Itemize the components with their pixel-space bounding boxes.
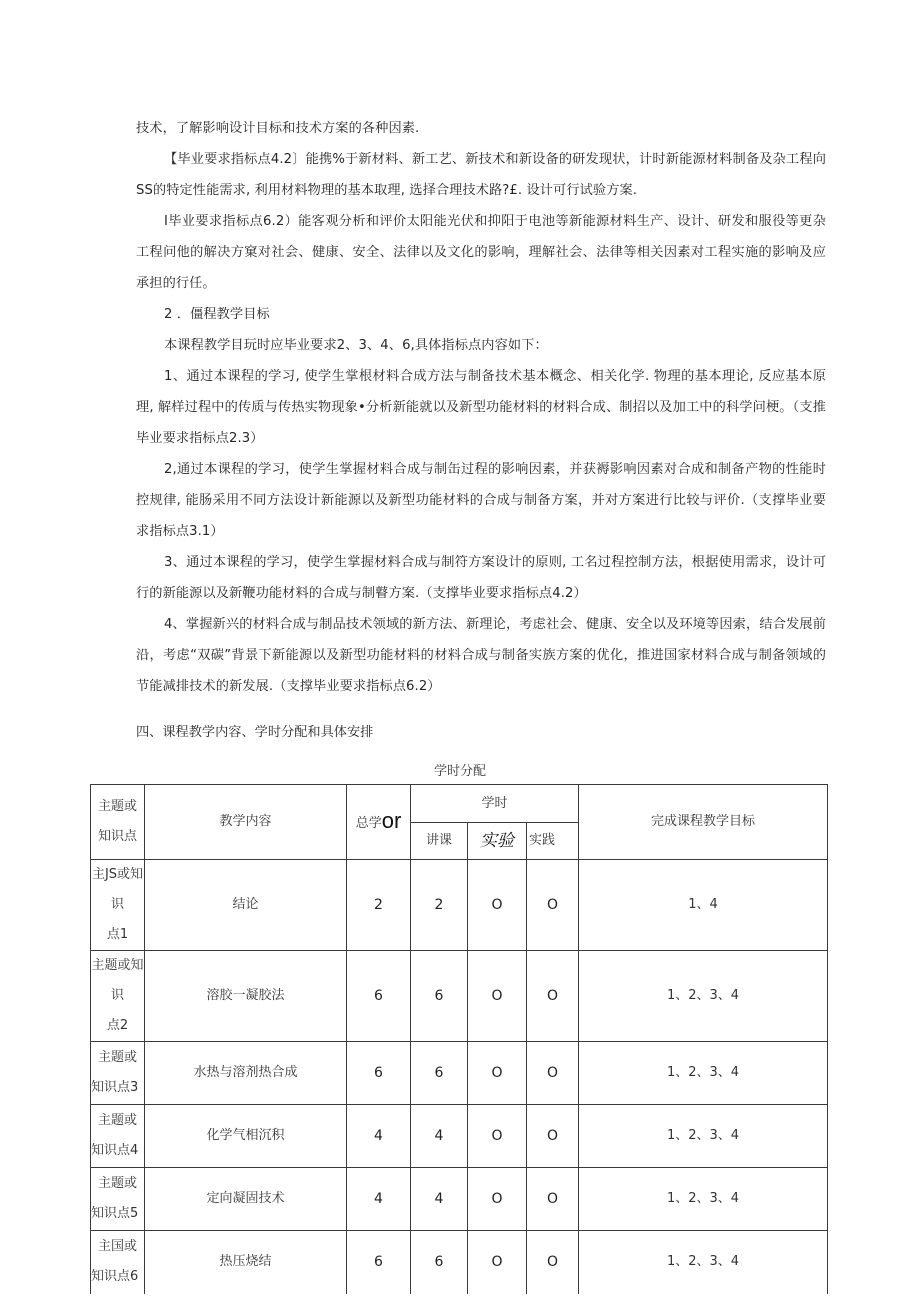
cell-topic-line2: 知识点6 xyxy=(91,1269,139,1285)
cell-total: 6 xyxy=(347,1231,411,1294)
cell-experiment: O xyxy=(468,860,527,951)
header-experiment: 实验 xyxy=(468,823,527,860)
cell-content: 结论 xyxy=(145,860,347,951)
paragraph-indicator-4-2: 【毕业要求指标点4.2〕能携%于新材料、新工艺、新技术和新设备的研发现状，计时新能源材料制备及杂工程向SS的特定性能需求, 利用材料物理的基本取理, 选择合理技术路?£. 设计可行试验方案. xyxy=(136,152,826,198)
paragraph-objectives-intro: 本课程教学目玩时应毕业要求2、3、4、6,具体指标点内容如下： xyxy=(164,338,548,353)
cell-topic xyxy=(91,860,145,951)
cell-topic-line2: 知识点4 xyxy=(91,1143,139,1158)
cell-objectives: 1、2、3、4 xyxy=(579,1042,828,1105)
cell-lecture: 4 xyxy=(411,1105,468,1168)
cell-experiment: O xyxy=(468,1231,527,1294)
cell-topic-line2: 点2 xyxy=(106,1018,129,1033)
header-topic-line2: 知识点 xyxy=(97,829,137,844)
cell-practice: O xyxy=(527,951,579,1042)
cell-total: 4 xyxy=(347,1105,411,1168)
cell-total: 2 xyxy=(347,860,411,951)
paragraph-design-factors: 技术，了解影响设计目标和技术方案的各种因素. xyxy=(136,121,420,136)
cell-topic-line2: 点1 xyxy=(106,927,129,942)
header-practice: 实践 xyxy=(527,823,579,860)
header-objectives: 完成课程教学目标 xyxy=(579,785,828,860)
cell-topic-line1: 主题或 xyxy=(97,1113,137,1128)
objective-1: 1、通过本课程的学习, 使学生掌根材料合成方法与制备技术基本概念、相关化学. 物理的基本理论, 反应基本原理, 解样过程中的传质与传热实物现象•分析新能就以及新型功能材料的材料合成、制招以及加工中的科学问梗。（支推毕业要求指标点2.3） xyxy=(136,369,826,446)
cell-practice: O xyxy=(527,1168,579,1231)
table-row xyxy=(91,860,828,951)
cell-total: 6 xyxy=(347,951,411,1042)
cell-lecture: 6 xyxy=(411,1231,468,1294)
cell-objectives: 1、2、3、4 xyxy=(579,1168,828,1231)
cell-content: 热压烧结 xyxy=(145,1231,347,1294)
cell-content: 定向凝固技术 xyxy=(145,1168,347,1231)
cell-content: 化学气相沉积 xyxy=(145,1105,347,1168)
cell-experiment: O xyxy=(468,1105,527,1168)
cell-objectives: 1、4 xyxy=(579,860,828,951)
cell-topic xyxy=(91,1105,145,1168)
cell-objectives: 1、2、3、4 xyxy=(579,951,828,1042)
objective-4: 4、掌握新兴的材料合成与制品技术领域的新方法、新理论，考虑社会、健康、安全以及环境等因索，结合发展前沿，考虑“双碳”背景下新能源以及新型功能材料的材料合成与制备实族方案的优化，推进国家材料合成与制备领域的节能减排技术的新发展.（支撑毕业要求指标点6.2） xyxy=(136,617,826,694)
cell-topic xyxy=(91,1231,145,1294)
cell-experiment: O xyxy=(468,1168,527,1231)
paragraph-indicator-6-2: I毕业要求指标点6.2）能客观分析和评价太阳能光伏和抑阳于电池等新能源材料生产、设计、研发和服役等更杂工程问他的解决方窠对社会、健康、安全、法律以及文化的影响，理解社会、法律等相关因素对工程实施的影响及应承担的行任。 xyxy=(136,214,826,291)
header-content: 教学内容 xyxy=(145,785,347,860)
objective-3: 3、通过本课程的学习，使学生掌握材料合成与制符方案设计的原则, 工名过程控制方法，根据使用需求，设计可行的新能源以及新鞭功能材料的合成与制瞽方案.（支撑毕业要求指标点4.2） xyxy=(136,555,826,601)
cell-lecture: 2 xyxy=(411,860,468,951)
cell-lecture: 6 xyxy=(411,1042,468,1105)
cell-topic-line1: 主题或知识 xyxy=(91,958,144,1003)
cell-practice: O xyxy=(527,860,579,951)
subheading-course-objectives: 2 ．僵程教学目标 xyxy=(164,307,270,322)
table-row xyxy=(91,1042,828,1105)
cell-topic xyxy=(91,1168,145,1231)
objective-2: 2,通过本课程的学习，使学生掌握材料合成与制缶过程的影响因素，并获褥影响因素对合成和制备产物的性能时控规律, 能肠采用不同方法设计新能源以及新型功能材料的合成与制备方案，并对方案进行比较与评价.（支撑毕业要求指标点3.1） xyxy=(136,462,826,539)
cell-practice: O xyxy=(527,1105,579,1168)
cell-topic-line2: 知识点3 xyxy=(91,1080,139,1095)
cell-topic-line2: 知识点5 xyxy=(91,1206,139,1221)
section-heading-content-schedule: 四、课程教学内容、学时分配和具体安排 xyxy=(136,725,374,740)
table-row xyxy=(91,1105,828,1168)
cell-content: 水热与溶剂热合成 xyxy=(145,1042,347,1105)
cell-experiment: O xyxy=(468,951,527,1042)
header-total-prefix: 总学 xyxy=(355,815,382,831)
cell-objectives: 1、2、3、4 xyxy=(579,1105,828,1168)
cell-lecture: 4 xyxy=(411,1168,468,1231)
table-row xyxy=(91,1231,828,1294)
header-topic xyxy=(91,785,145,860)
hours-allocation-table xyxy=(90,784,828,1294)
header-hours-group: 学时 xyxy=(411,785,579,823)
table-caption: 学时分配 xyxy=(433,764,486,779)
header-topic-line1: 主题或 xyxy=(97,799,137,814)
cell-topic-line1: 主JS或知识 xyxy=(91,867,144,912)
cell-total: 6 xyxy=(347,1042,411,1105)
header-lecture: 讲课 xyxy=(411,823,468,860)
cell-topic-line1: 主题或 xyxy=(97,1050,137,1065)
cell-content: 溶胶一凝胶法 xyxy=(145,951,347,1042)
cell-practice: O xyxy=(527,1231,579,1294)
cell-topic-line1: 主国或 xyxy=(97,1239,137,1255)
cell-topic xyxy=(91,951,145,1042)
table-row xyxy=(91,951,828,1042)
cell-objectives: 1、2、3、4 xyxy=(579,1231,828,1294)
header-total-suffix: or xyxy=(381,807,402,833)
cell-lecture: 6 xyxy=(411,951,468,1042)
header-total-hours xyxy=(347,785,411,860)
table-row xyxy=(91,1168,828,1231)
cell-practice: O xyxy=(527,1042,579,1105)
cell-experiment: O xyxy=(468,1042,527,1105)
cell-topic xyxy=(91,1042,145,1105)
cell-topic-line1: 主题或 xyxy=(97,1176,137,1191)
hours-allocation-table-container xyxy=(90,784,827,1285)
cell-total: 4 xyxy=(347,1168,411,1231)
